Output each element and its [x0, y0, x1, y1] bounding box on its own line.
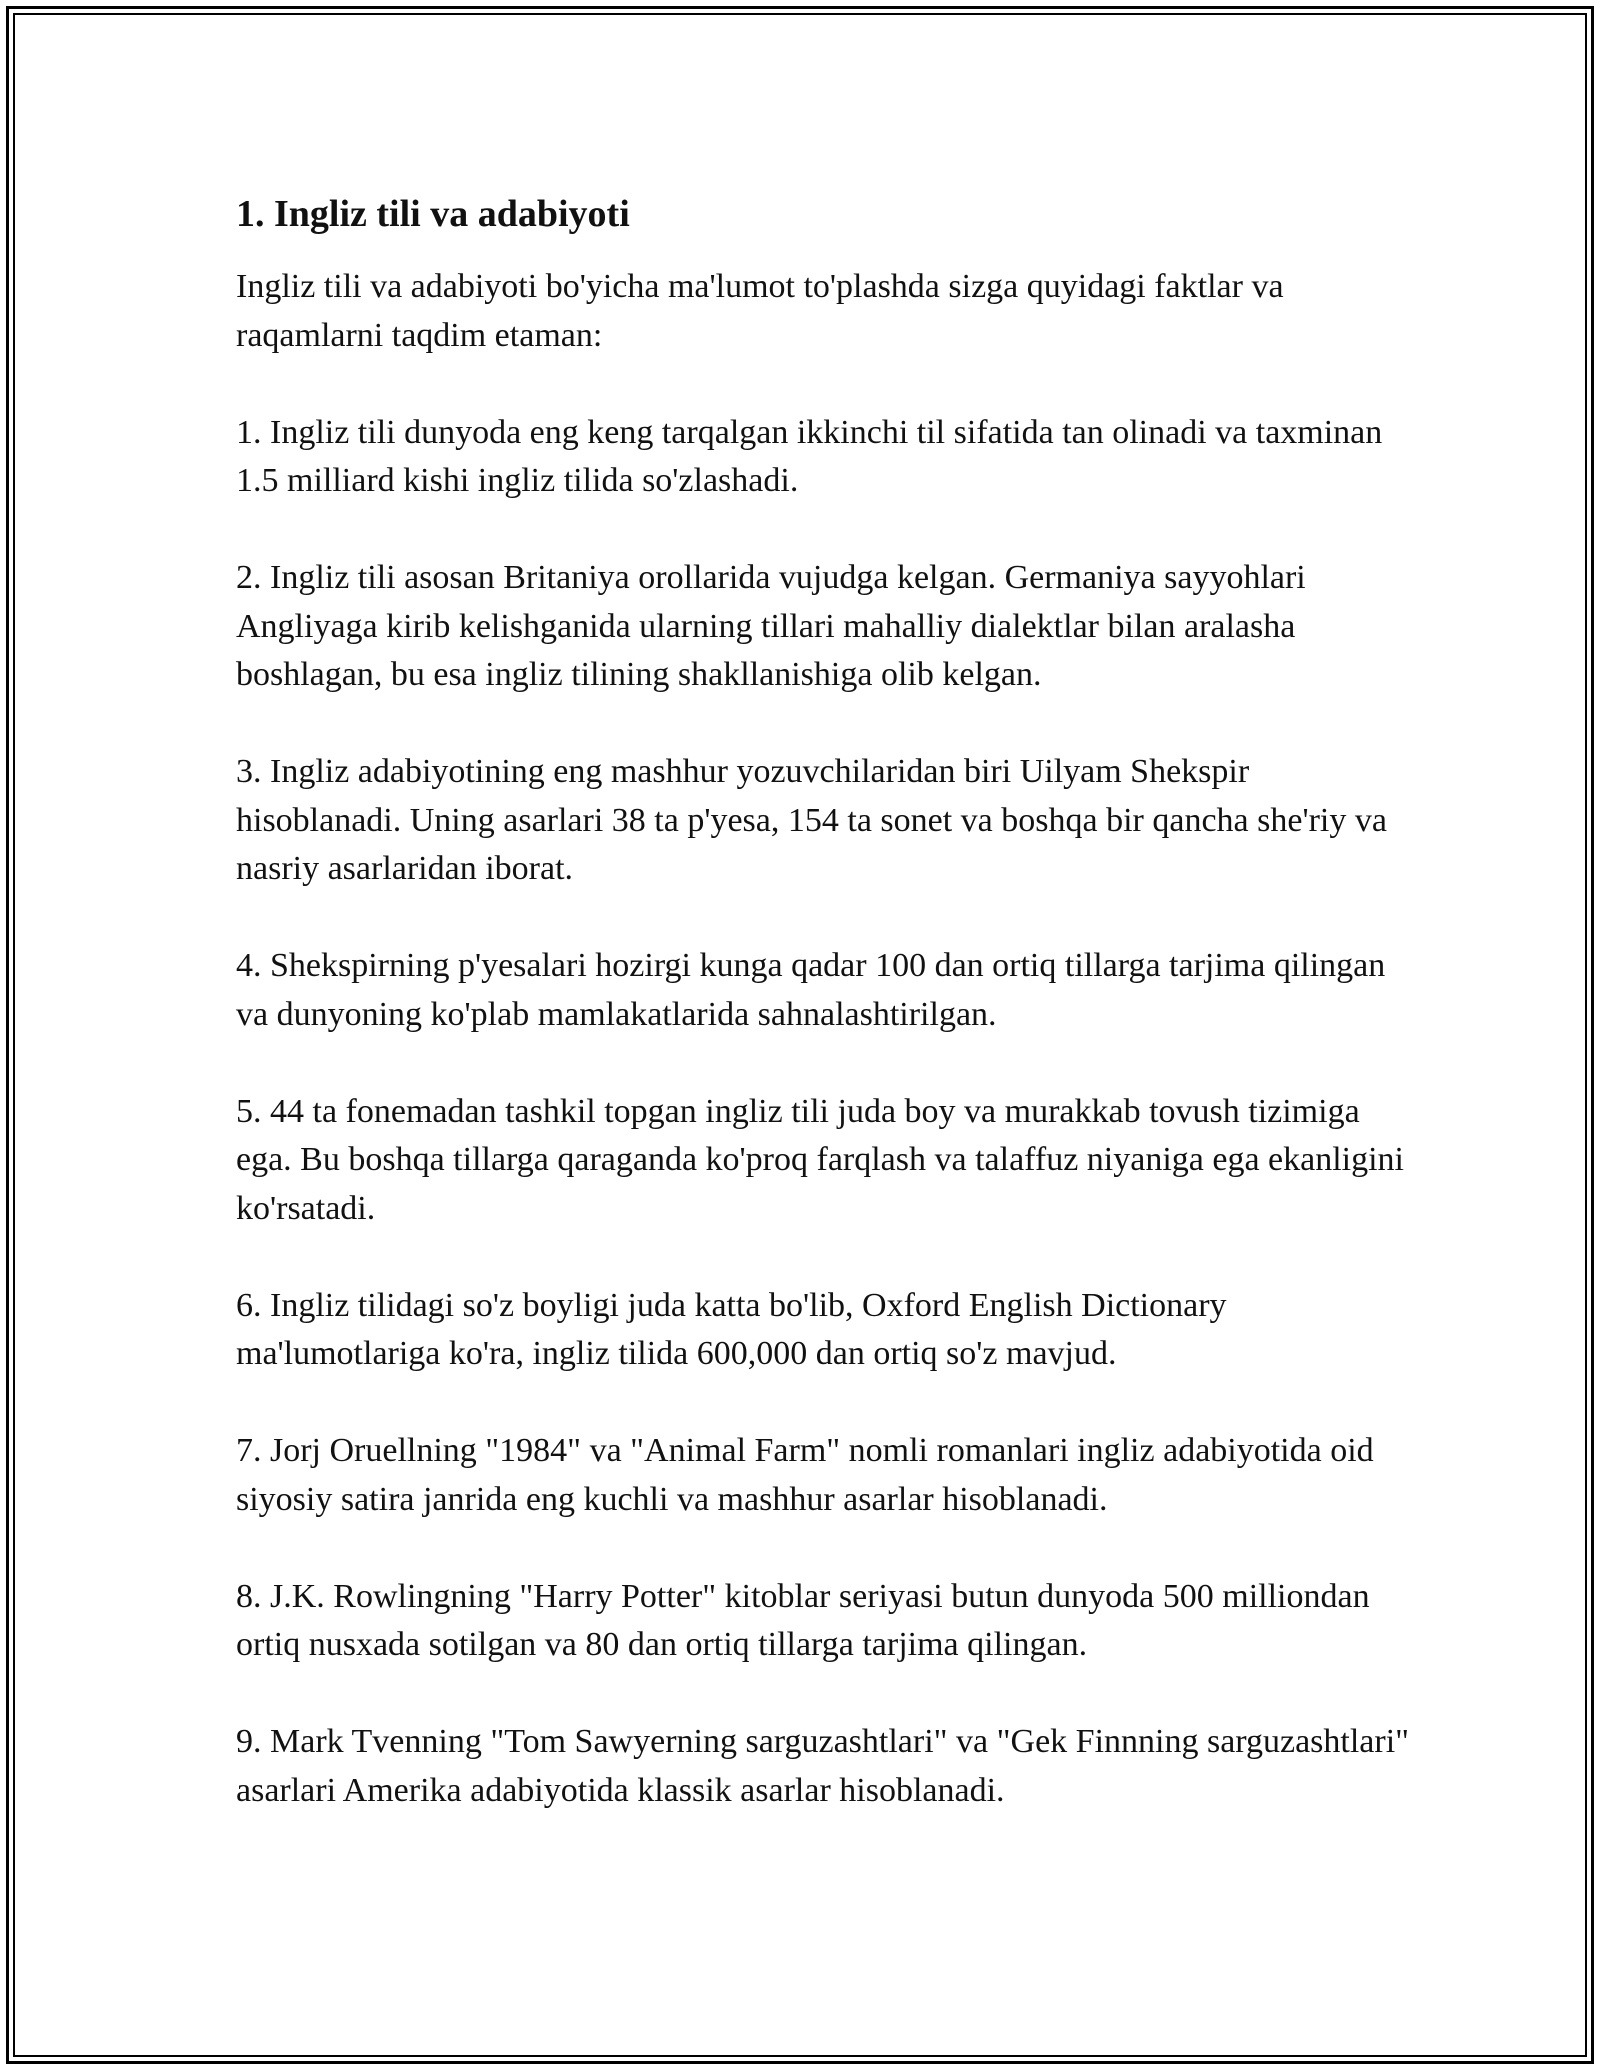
list-item: 5. 44 ta fonemadan tashkil topgan ingliz tili juda boy va murakkab tovush tizimiga ega. Bu boshqa tillarga qaraganda ko'proq farqlash va talaffuz niyaniga ega ekanligini ko'rsatadi.: [236, 1092, 1405, 1227]
list-item: 4. Shekspirning p'yesalari hozirgi kunga qadar 100 dan ortiq tillarga tarjima qilingan va dunyoning ko'plab mamlakatlarida sahnalashtirilgan.: [236, 947, 1386, 1033]
list-item: 7. Jorj Oruellning "1984" va "Animal Farm" nomli romanlari ingliz adabiyotida oid siyosiy satira janrida eng kuchli va mashhur asarlar hisoblanadi.: [236, 1432, 1374, 1518]
document-body: [236, 185, 1416, 1815]
list-item: 3. Ingliz adabiyotining eng mashhur yozuvchilaridan biri Uilyam Shekspir hisoblanadi. Uning asarlari 38 ta p'yesa, 154 ta sonet va boshqa bir qancha she'riy va nasriy asarlaridan iborat.: [236, 753, 1387, 887]
list-item: 2. Ingliz tili asosan Britaniya orollarida vujudga kelgan. Germaniya sayyohlari Angliyaga kirib kelishganida ularning tillari mahalliy dialektlar bilan aralasha boshlagan, bu esa ingliz tilining shakllanishiga olib kelgan.: [236, 559, 1306, 693]
list-item: 1. Ingliz tili dunyoda eng keng tarqalgan ikkinchi til sifatida tan olinadi va taxminan 1.5 milliard kishi ingliz tilida so'zlashadi.: [236, 413, 1383, 499]
section-heading: 1. Ingliz tili va adabiyoti: [236, 193, 630, 235]
list-item: 8. J.K. Rowlingning "Harry Potter" kitoblar seriyasi butun dunyoda 500 milliondan ortiq nusxada sotilgan va 80 dan ortiq tillarga tarjima qilingan.: [236, 1577, 1370, 1663]
list-item: 9. Mark Tvenning "Tom Sawyerning sarguzashtlari" va "Gek Finnning sarguzashtlari" asarlari Amerika adabiyotida klassik asarlar hisoblanadi.: [236, 1723, 1410, 1809]
intro-paragraph: Ingliz tili va adabiyoti bo'yicha ma'lumot to'plashda sizga quyidagi faktlar va raqamlarni taqdim etaman:: [236, 268, 1284, 354]
list-item: 6. Ingliz tilidagi so'z boyligi juda katta bo'lib, Oxford English Dictionary ma'lumotlariga ko'ra, ingliz tilida 600,000 dan ortiq so'z mavjud.: [236, 1286, 1227, 1372]
